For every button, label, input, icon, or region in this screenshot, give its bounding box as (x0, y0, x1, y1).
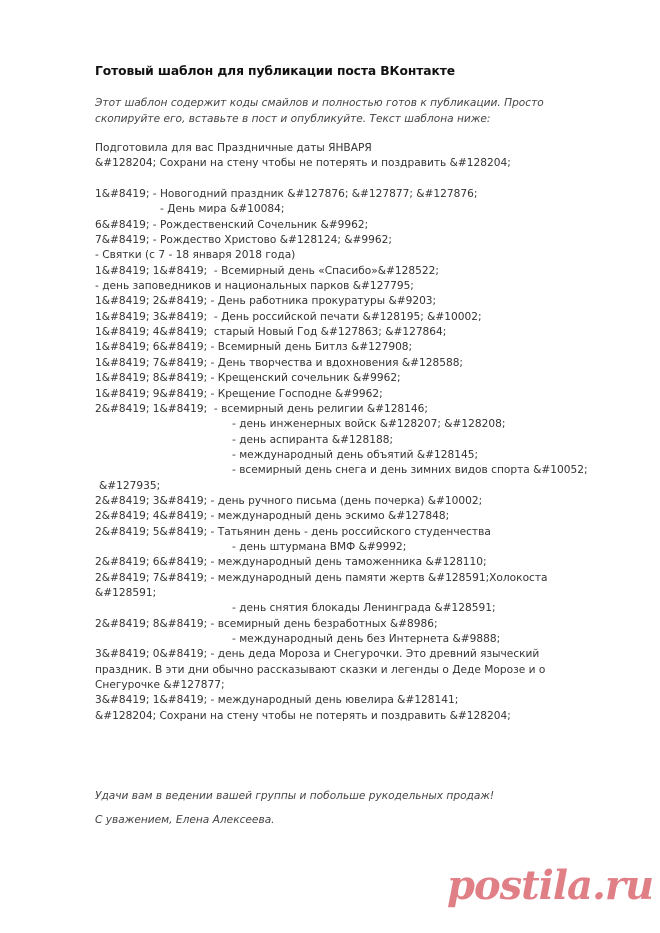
closing-wish: Удачи вам в ведении вашей группы и побольше рукодельных продаж! (95, 790, 495, 802)
template-line: &#127935; (99, 479, 161, 492)
template-line: 2&#8419; 8&#8419; - всемирный день безработных &#8986; (95, 617, 438, 630)
template-line: 1&#8419; 2&#8419; - День работника прокуратуры &#9203; (95, 295, 437, 308)
template-line: - День мира &#10084; (160, 203, 285, 216)
footer (95, 790, 494, 826)
template-line: 1&#8419; 1&#8419; - Всемирный день «Спасибо»&#128522; (95, 264, 439, 277)
intro-line: Этот шаблон содержит коды смайлов и полностью готов к публикации. Просто (95, 97, 544, 109)
template-line: 3&#8419; 1&#8419; - международный день ювелира &#128141; (95, 694, 459, 707)
template-line: - день аспиранта &#128188; (232, 433, 394, 446)
template-line: 2&#8419; 6&#8419; - международный день таможенника &#128110; (95, 556, 487, 569)
template-line: &#128204; Сохрани на стену чтобы не потерять и поздравить &#128204; (95, 157, 511, 170)
template-text-block (95, 141, 635, 724)
template-line: 6&#8419; - Рождественский Сочельник &#9962; (95, 218, 369, 231)
template-line: 2&#8419; 5&#8419; - Татьянин день - день российского студенчества (95, 525, 491, 538)
template-line: Подготовила для вас Праздничные даты ЯНВАРЯ (95, 142, 372, 154)
template-line: 1&#8419; 9&#8419; - Крещение Господне &#9962; (95, 387, 383, 400)
template-line: 1&#8419; 8&#8419; - Крещенский сочельник &#9962; (95, 372, 401, 385)
template-line: - Святки (с 7 - 18 января 2018 года) (95, 249, 296, 262)
postila-watermark-logo: postila.ru (447, 862, 654, 909)
template-line: 7&#8419; - Рождество Христово &#128124; &#9962; (95, 234, 392, 247)
template-line: - международный день без Интернета &#9888; (232, 633, 501, 645)
template-line: 1&#8419; - Новогодний праздник &#127876; &#127877; &#127876; (95, 188, 478, 201)
template-line: &#128204; Сохрани на стену чтобы не потерять и поздравить &#128204; (95, 709, 511, 722)
template-line: 2&#8419; 1&#8419; - всемирный день религии &#128146; (95, 402, 428, 415)
template-line: - день заповедников и национальных парков &#127795; (95, 280, 414, 293)
template-line: 2&#8419; 4&#8419; - международный день эскимо &#127848; (95, 510, 450, 523)
signature: С уважением, Елена Алексеева. (95, 814, 275, 826)
template-line: - международный день объятий &#128145; (232, 448, 479, 461)
template-line: 2&#8419; 3&#8419; - день ручного письма (день почерка) &#10002; (95, 494, 483, 507)
template-line: 1&#8419; 3&#8419; - День российской печати &#128195; &#10002; (95, 310, 482, 323)
template-line: - всемирный день снега и день зимних видов спорта &#10052; (232, 464, 588, 477)
template-line: 1&#8419; 4&#8419; старый Новый Год &#127863; &#127864; (95, 326, 447, 339)
template-line: 1&#8419; 7&#8419; - День творчества и вдохновения &#128588; (95, 356, 464, 369)
template-line: Снегурочке &#127877; (95, 679, 225, 692)
template-line: праздник. В эти дни обычно рассказывают сказки и легенды о Деде Морозе и о (95, 663, 546, 676)
template-line: - день штурмана ВМФ &#9992; (232, 540, 407, 553)
template-line: - день инженерных войск &#128207; &#128208; (232, 418, 506, 431)
template-line: &#128591; (95, 586, 157, 599)
intro-line: скопируйте его, вставьте в пост и опубликуйте. Текст шаблона ниже: (95, 112, 491, 125)
template-line: 3&#8419; 0&#8419; - день деда Мороза и Снегурочки. Это древний языческий (95, 648, 540, 661)
page-title: Готовый шаблон для публикации поста ВКонтакте (95, 64, 455, 78)
template-line (95, 172, 635, 187)
template-line: 2&#8419; 7&#8419; - международный день памяти жертв &#128591;Холокоста (95, 571, 548, 584)
template-line: 1&#8419; 6&#8419; - Всемирный день Битлз &#127908; (95, 341, 413, 354)
intro-paragraph (95, 96, 615, 127)
template-line: - день снятия блокады Ленинграда &#128591; (232, 602, 496, 615)
